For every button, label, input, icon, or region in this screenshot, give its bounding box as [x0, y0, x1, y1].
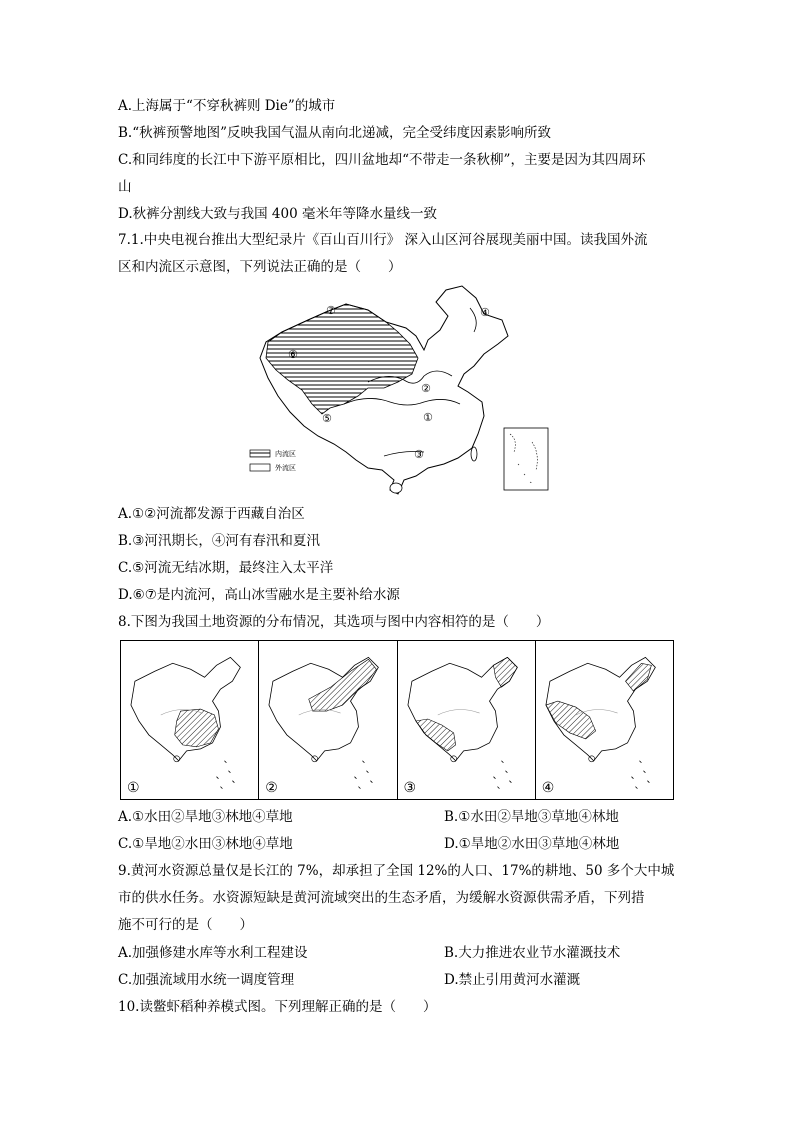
q7-option-c: C.⑤河流无结冰期，最终注入太平洋 — [118, 560, 334, 576]
q8-option-a: A.①水田②旱地③林地④草地 — [118, 809, 293, 825]
hainan-island — [390, 483, 402, 493]
q6-option-c: C.和同纬度的长江中下游平原相比，四川盆地却“不带走一条秋柳”，主要是因为其四周环 — [118, 152, 646, 168]
q7-stem: 7.1.中央电视台推出大型纪录片《百山百川行》 深入山区河谷展现美丽中国。读我国外流 — [118, 232, 648, 248]
land-map-panel-4 — [536, 641, 673, 799]
q8-stem: 8.下图为我国土地资源的分布情况，其选项与图中内容相符的是（ ） — [118, 614, 550, 630]
map-label-5: ⑤ — [322, 412, 332, 425]
q8-option-b: B.①水田②旱地③草地④林地 — [444, 809, 619, 825]
land-map-panel-2 — [259, 641, 397, 799]
china-drainage-map-svg — [248, 284, 568, 500]
q10-stem: 10.读鳖虾稻种养模式图。下列理解正确的是（ ） — [118, 999, 437, 1015]
south-china-sea-inset — [504, 428, 548, 490]
q9-stem-cont-1: 市的供水任务。水资源短缺是黄河流域突出的生态矛盾，为缓解水资源供需矛盾，下列措 — [118, 890, 645, 906]
map-label-3: ③ — [414, 448, 424, 461]
map-label-4: ④ — [480, 306, 490, 319]
q6-option-d: D.秋裤分割线大致与我国 400 毫米年等降水量线一致 — [118, 206, 437, 222]
q9-stem-cont-2: 施不可行的是（ ） — [118, 917, 253, 933]
land-map-panel-1 — [121, 641, 259, 799]
panel-label-3: ③ — [403, 780, 417, 796]
panel-label-2: ② — [265, 780, 278, 796]
q6-option-c-cont: 山 — [118, 179, 132, 195]
outer-boundary — [260, 286, 508, 494]
q8-option-d: D.①旱地②水田③草地④林地 — [444, 836, 620, 852]
q9-option-a: A.加强修建水库等水利工程建设 — [118, 945, 308, 961]
taiwan-island — [471, 447, 477, 461]
q6-option-b: B.“秋裤预警地图”反映我国气温从南向北递减，完全受纬度因素影响所致 — [118, 125, 552, 141]
q7-stem-cont: 区和内流区示意图，下列说法正确的是（ ） — [118, 259, 402, 275]
q6-option-a: A.上海属于“不穿秋裤则 Die”的城市 — [118, 98, 336, 114]
q9-option-d: D.禁止引用黄河水灌溉 — [444, 972, 581, 988]
map-label-6: ⑥ — [288, 348, 298, 361]
land-resource-maps — [120, 640, 674, 800]
q7-option-b: B.③河汛期长，④河有春汛和夏汛 — [118, 533, 320, 549]
map-label-2: ② — [421, 382, 431, 395]
land-map-panel-3 — [398, 641, 536, 799]
panel-label-4: ④ — [541, 780, 555, 796]
q7-option-a: A.①②河流都发源于西藏自治区 — [118, 506, 305, 522]
legend-outer-swatch — [250, 464, 270, 471]
q9-option-b: B.大力推进农业节水灌溉技术 — [444, 945, 621, 961]
map-label-7: ⑦ — [326, 304, 336, 317]
q7-option-d: D.⑥⑦是内流河，高山冰雪融水是主要补给水源 — [118, 587, 400, 603]
panel-label-1: ① — [127, 780, 140, 796]
q8-option-c: C.①旱地②水田③林地④草地 — [118, 836, 293, 852]
china-drainage-map — [248, 284, 568, 500]
q9-option-c: C.加强流域用水统一调度管理 — [118, 972, 295, 988]
map-label-1: ① — [423, 411, 433, 424]
legend-inner-swatch — [250, 450, 270, 457]
legend-inner-label: 内流区 — [275, 450, 296, 458]
legend-outer-label: 外流区 — [275, 464, 296, 472]
q9-stem: 9.黄河水资源总量仅是长江的 7%，却承担了全国 12%的人口、17%的耕地、50 多个大中城 — [118, 863, 675, 879]
